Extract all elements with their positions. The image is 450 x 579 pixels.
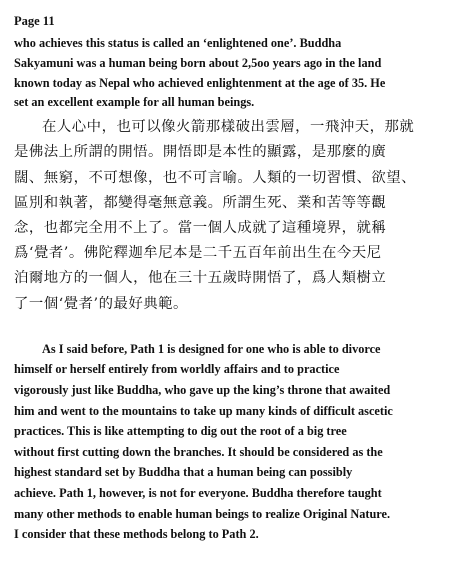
chinese-paragraph xyxy=(14,115,440,317)
text-line: practices. This is like attempting to dig out the root of a big tree xyxy=(14,424,347,439)
text-line: known today as Nepal who achieved enlightenment at the age of 35. He xyxy=(14,75,386,90)
page-number: Page 11 xyxy=(14,14,55,28)
text-line: achieve. Path 1, however, is not for everyone. Buddha therefore taught xyxy=(14,485,382,500)
text-line: without first cutting down the branches. It should be considered as the xyxy=(14,444,383,459)
text-line: 爲‘覺者’。佛陀釋迦牟尼本是二千五百年前出生在今天尼 xyxy=(14,245,382,262)
text-line: 念，也都完全用不上了。當一個人成就了這種境界，就稱 xyxy=(14,220,387,236)
text-line: I consider that these methods belong to Path 2. xyxy=(14,527,259,542)
text-line: 闊、無窮，不可想像，也不可言喻。人類的一切習慣、欲望、 xyxy=(14,169,417,186)
text-line: 在人心中，也可以像火箭那樣破出雲層，一飛沖天，那就 xyxy=(42,119,415,136)
text-line: highest standard set by Buddha that a human being can possibly xyxy=(14,465,353,480)
text-line: 區別和執著，都變得毫無意義。所謂生死、業和苦等等觀 xyxy=(14,194,387,211)
english-paragraph-2 xyxy=(14,339,440,545)
text-line: 泊爾地方的一個人，他在三十五歲時開悟了，爲人類樹立 xyxy=(14,270,387,287)
text-line: himself or herself entirely from worldly affairs and to practice xyxy=(14,362,340,377)
text-line: vigorously just like Buddha, who gave up the king’s throne that awaited xyxy=(14,383,391,397)
text-line: Sakyamuni was a human being born about 2,5oo years ago in the land xyxy=(14,55,382,70)
text-line: him and went to the mountains to take up many kinds of difficult ascetic xyxy=(14,403,393,418)
text-line: 是佛法上所謂的開悟。開悟即是本性的顯露，是那麼的廣 xyxy=(14,144,387,161)
text-line: set an excellent example for all human beings. xyxy=(14,95,255,110)
text-line: who achieves this status is called an ‘enlightened one’. Buddha xyxy=(14,36,342,50)
english-paragraph-1 xyxy=(14,34,440,113)
text-line: 了一個‘覺者’的最好典範。 xyxy=(14,295,188,312)
text-line: many other methods to enable human beings to realize Original Nature. xyxy=(14,506,391,521)
text-line: As I said before, Path 1 is designed for one who is able to divorce xyxy=(42,341,381,356)
